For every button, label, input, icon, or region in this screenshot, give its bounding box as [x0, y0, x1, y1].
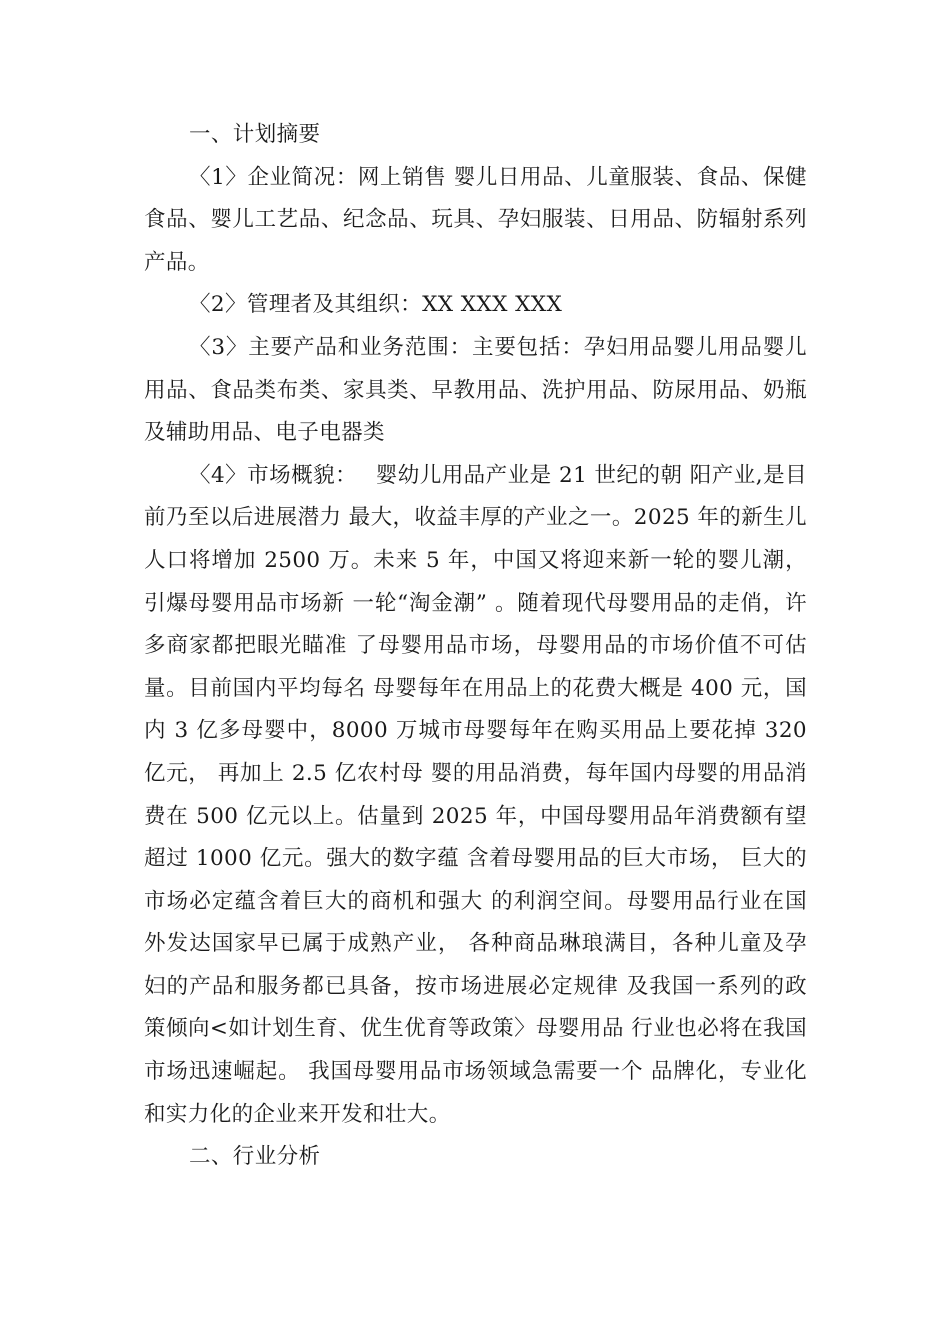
paragraph-management: 〈2〉管理者及其组织：XX XXX XXX	[189, 292, 563, 318]
paragraph-company-overview: 〈1〉企业简况：网上销售 婴儿日用品、儿童服装、食品、保健食品、婴儿工艺品、纪念品、玩具、孕妇服装、日用品、防辐射系列产品。	[144, 164, 807, 275]
document-page	[144, 114, 807, 1179]
section-heading-plan-summary: 一、计划摘要	[189, 122, 321, 147]
section-heading-industry-analysis: 二、行业分析	[189, 1144, 321, 1170]
paragraph-market-overview: 〈4〉市场概貌： 婴幼儿用品产业是 21 世纪的朝 阳产业,是目前乃至以后进展潜力 最大，收益丰厚的产业之一。2025 年的新生儿人口将增加 2500 万。未来 5 年，中国又将迎来新一轮的婴儿潮，引爆母婴用品市场新 一轮“淘金潮” 。随着现代母婴用品的走俏，许多商家都把眼光瞄准 了母婴用品市场，母婴用品的市场价值不可估量。目前国内平均每名 母婴每年在用品上的花费大概是 400 元，国内 3 亿多母婴中，8000 万城市母婴每年在购买用品上要花掉 320 亿元， 再加上 2.5 亿农村母 婴的用品消费，每年国内母婴的用品消费在 500 亿元以上。估量到 2025 年，中国母婴用品年消费额有望超过 1000 亿元。强大的数字蕴 含着母婴用品的巨大市场， 巨大的市场必定蕴含着巨大的商机和强大 的利润空间。母婴用品行业在国外发达国家早已属于成熟产业， 各种商品琳琅满目，各种儿童及孕妇的产品和服务都已具备，按市场进展必定规律 及我国一系列的政策倾向<如计划生育、优生优育等政策〉母婴用品 行业也必将在我国市场迅速崛起。 我国母婴用品市场领域急需要一个 品牌化，专业化和实力化的企业来开发和壮大。	[144, 462, 807, 1127]
paragraph-products-scope: 〈3〉主要产品和业务范围：主要包括：孕妇用品婴儿用品婴儿用品、食品类布类、家具类、早教用品、洗护用品、防尿用品、奶瓶及辅助用品、电子电器类	[144, 334, 807, 446]
